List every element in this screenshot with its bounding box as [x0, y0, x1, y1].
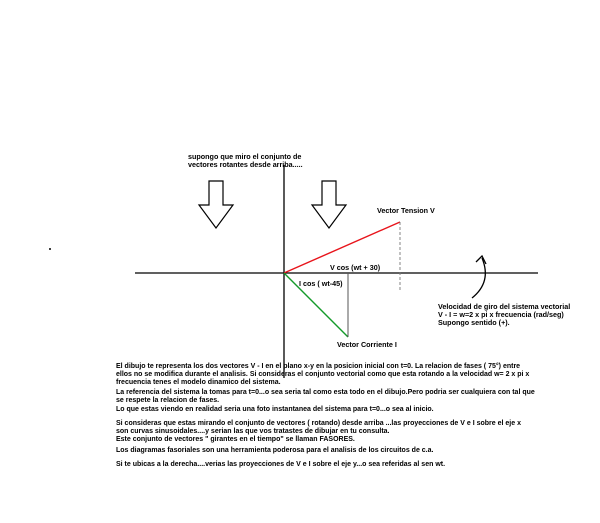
- dot-mark: [49, 248, 51, 250]
- explanation-paragraph-6: Si te ubicas a la derecha....verias las proyecciones de V e I sobre el eje y...o sea referidas al sen wt.: [116, 461, 446, 468]
- current-projection-label: I cos ( wt-45): [299, 279, 343, 288]
- note-top-label: supongo que miro el conjunto de vectores rotantes desde arriba.....: [188, 152, 303, 169]
- explanation-paragraph-1: El dibujo te representa los dos vectores V - I en el plano x-y en la posicion inicial con t=0. La relacion de fases ( 75°) entre ellos no se modifica durante el analisis. Si consideras el conjunto vectorial como que esta rotando a la velocidad w= 2 x pi x frecuencia tenes el modelo dinamico del sistema.: [116, 363, 530, 387]
- rotation-arrow-icon: [472, 258, 485, 298]
- explanation-paragraph-3: Lo que estas viendo en realidad seria una foto instantanea del sistema para t=0...o sea al inicio.: [116, 406, 434, 413]
- explanation-paragraph-2: La referencia del sistema la tomas para t=0...o sea seria tal como esta todo en el dibujo.Pero podria ser cualquiera con tal que se respete la relacion de fases.: [116, 389, 535, 405]
- voltage-vector-label: Vector Tension V: [377, 206, 435, 215]
- explanation-paragraph-4: Si consideras que estas mirando el conjunto de vectores ( rotando) desde arriba ...las proyecciones de V e I sobre el eje x son curvas sinusoidales....y serian las que vos tratastes de dibujar en tu consulta. Este conjunto de vectores " girantes en el tiempo" se llaman FASORES.: [116, 420, 521, 444]
- rotation-arrowhead-icon: [476, 256, 486, 264]
- voltage-projection-label: V cos (wt + 30): [330, 263, 381, 272]
- down-arrow-icon: [312, 181, 346, 228]
- explanation-paragraph-5: Los diagramas fasoriales son una herramienta poderosa para el analisis de los circuitos de c.a.: [116, 447, 434, 454]
- rotation-note: Velocidad de giro del sistema vectorial V - I = w=2 x pi x frecuencia (rad/seg) Supongo sentido (+).: [438, 302, 571, 327]
- down-arrow-icon: [199, 181, 233, 228]
- current-vector-label: Vector Corriente I: [337, 340, 397, 349]
